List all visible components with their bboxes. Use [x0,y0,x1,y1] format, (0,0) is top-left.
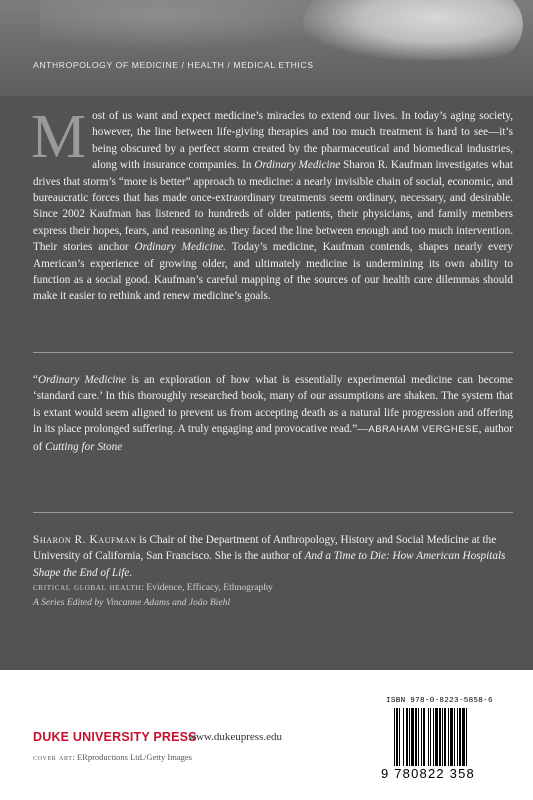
cover-art-credit [33,752,192,762]
blurb-title-2: Ordinary Medicine. [134,241,227,254]
photo-shadow [40,0,340,50]
quote-title: Ordinary Medicine [37,374,127,386]
photo-highlight [303,0,523,60]
publisher-name: DUKE UNIVERSITY PRESS [33,730,197,744]
publisher-url[interactable]: www.dukeupress.edu [188,731,282,743]
series-editors-text: A Series Edited by Vincanne Adams and João Biehl [33,597,231,608]
series-info [33,580,513,610]
divider-bottom [33,512,513,513]
series-subtitle: : Evidence, Efficacy, Ethnography [141,582,273,593]
divider-top [33,352,513,353]
quote-author: ABRAHAM VERGHESE [368,424,479,436]
author-bio [33,532,513,581]
cover-art-label: cover art [33,752,73,762]
bio-text: is Chair of the Department of Anthropology, History and Social Medicine at the University of California, San Francisco. She is the author of [33,534,497,563]
cover-photo [0,0,533,96]
endorsement-quote [33,372,513,455]
category-label: ANTHROPOLOGY OF MEDICINE / HEALTH / MEDICAL ETHICS [33,60,314,70]
blurb-text-2: Sharon R. Kaufman investigates what drives that storm’s “more is better” approach to medicine: a nearly invisible chain of social, economic, and bureaucratic forces that has made once-extraordinary treatments seem ordinary, necessary, and desirable. Since 2002 Kaufman has listened to hundreds of older patients, their physicians, and family members express their hopes, fears, and reasoning as they faced the line between enough and too much intervention. Their stories anchor [33,159,513,254]
isbn-text: ISBN 978-0-8223-5858-6 [386,697,493,705]
series-line [33,580,513,595]
book-description [31,103,513,305]
blurb-title-1: Ordinary Medicine [254,159,341,172]
quote-author-suffix: , author of [33,423,513,453]
cover-art-text: : ERproductions Ltd./Getty Images [72,752,192,762]
quote-text: is an exploration of how what is essentially experimental medicine can become ‘standard care.’ In this thoroughly researched book, many of our assumptions are shaken. The system that is extant would seem aligned to prevent us from accepting death as a natural life progression and offering in its place prolonged suffering. A truly engaging and provocative read.”— [33,374,513,436]
bio-author-name: Sharon R. Kaufman [33,534,137,546]
blurb-text-1: ost of us want and expect medicine’s miracles to extend our lives. In today’s aging society, however, the line between life-giving therapies and too much treatment is hard to see—it’s being obscured by a perfect storm created by the pharmaceutical and biomedical industries, along with insurance companies. In [92,110,513,172]
barcode-number: 9 780822 358 [381,766,475,781]
quote-book: Cutting for Stone [45,440,123,453]
barcode-icon [394,708,508,766]
quote-open-mark: “ [33,374,38,386]
series-name: critical global health [33,582,142,593]
series-editors [33,595,513,610]
blurb-text-3: Today’s medicine, Kaufman contends, shapes nearly every American’s experience of growing older, and ultimately medicine is undermining its own ability to function as a social good. Kaufman’s careful mapping of the sources of our health care dilemmas should make it easier to rethink and renew medicine’s goals. [33,241,513,303]
drop-cap: M [31,103,87,171]
bio-book: And a Time to Die: How American Hospitals Shape the End of Life. [33,550,506,579]
